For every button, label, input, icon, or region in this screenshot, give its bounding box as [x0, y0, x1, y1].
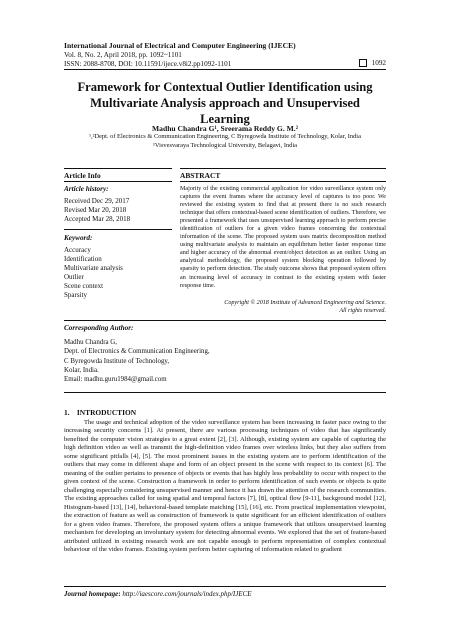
- copyright-line: All rights reserved.: [339, 308, 386, 314]
- corresponding-line: C Byregowda Institute of Technology,: [64, 357, 170, 365]
- history-item: Received Dec 29, 2017: [64, 197, 130, 205]
- corresponding-heading: Corresponding Author:: [64, 324, 134, 332]
- introduction-text: [64, 419, 386, 555]
- page-number-group: [359, 59, 386, 67]
- footer: Journal homepage: http://iaescore.com/journals/index.php/IJECE: [64, 590, 252, 598]
- keyword-item: Multivariate analysis: [64, 264, 123, 272]
- history-divider: [64, 229, 172, 230]
- keyword-item: Outlier: [64, 273, 84, 281]
- corresponding-email: Email: madhu.guru1984@gmail.com: [64, 376, 167, 384]
- paper-title: [64, 79, 386, 127]
- history-heading: Article history:: [64, 185, 109, 193]
- info-top-rule: [64, 168, 172, 169]
- footer-label: Journal homepage: [64, 590, 119, 598]
- header-divider: [64, 69, 386, 70]
- section-heading: 1. INTRODUCTION: [64, 408, 137, 417]
- keyword-list: [64, 246, 123, 300]
- keyword-heading: Keyword:: [64, 234, 93, 242]
- title-line: Multivariate Analysis approach and Unsupervised Learning: [90, 96, 360, 126]
- square-icon: [359, 59, 367, 67]
- history-list: [64, 197, 130, 224]
- abstract-heading-rule: [180, 181, 386, 182]
- affiliation: ¹,²Dept. of Electronics & Communication Engineering, C Byregowda Institute of Technology, Kolar, India: [89, 133, 361, 140]
- journal-homepage-link[interactable]: http://iaescore.com/journals/index.php/IJECE: [122, 590, 252, 598]
- page-number: 1092: [371, 59, 386, 67]
- abstract-heading: ABSTRACT: [180, 171, 221, 180]
- copyright: [180, 299, 386, 315]
- journal-issn: ISSN: 2088-8708, DOI: 10.11591/ijece.v8i2.pp1092-1101: [64, 60, 232, 68]
- title-line: Framework for Contextual Outlier Identification using: [77, 80, 373, 94]
- corresponding-line: Madhu Chandra G,: [64, 339, 118, 346]
- corresponding-details: [64, 338, 210, 384]
- affiliation: ¹Visvesvaraya Technological University, Belagavi, India: [153, 142, 297, 149]
- keyword-item: Identification: [64, 255, 102, 263]
- authors: Madhu Chandra G¹, Sreerama Reddy G. M.²: [152, 124, 298, 133]
- history-item: Accepted Mar 28, 2018: [64, 215, 131, 223]
- info-heading-rule: [64, 181, 172, 182]
- keyword-item: Scene context: [64, 282, 104, 290]
- journal-name: International Journal of Electrical and Computer Engineering (IJECE): [64, 41, 296, 50]
- history-item: Revised Mar 20, 2018: [64, 206, 127, 214]
- abstract-text: Majority of the existing commercial application for video surveillance system only captures the event frames where the accuracy level of captures is too poor. We reviewed the existing system to find that at present there is no such research technique that offers contextual-based scene identification of outliers. Therefore, we presented a framework that uses unsupervised learning approach to perform precise identification of outliers for a given video frames concerning the contextual information of the scene. The proposed system uses matrix decomposition method using multivariate analysis to maintain an equilibrium better faster response time and higher accuracy of the abnormal event/object detection as an outlier. Using an analytical methodology, the proposed system blocking operation followed by sparsity to perform detection. The study outcome shows that proposed system offers an increasing level of accuracy in contrast to the existing system with faster response time.: [180, 186, 386, 289]
- corresponding-top-rule: [64, 320, 386, 321]
- copyright-line: Copyright © 2018 Institute of Advanced Engineering and Science.: [224, 300, 386, 306]
- keyword-item: Sparsity: [64, 291, 87, 299]
- footer-rule: [64, 586, 386, 587]
- introduction-paragraph: The usage and technical adoption of the video surveillance system has been increasing in faster pace owing to the increasing security concerns [1]. At present, there are various processing techniques of video that has significantly benefited the computer vision strategies to a great extent [2], [3]. Although, existing system are capable of capturing the high definition video as well as transmit the high-definition video frames over wireless links, but they also suffers from some significant pitfalls [4], [5]. The most prominent issues in the existing system are to perform identification of the outliers that may come in different shape and form of an object present in the scene with respect to its context [6]. The meaning of the outlier pertains to presence of objects or events that has highly less probability to occur with respect to the given context of the scene. Construction a framework in order to perform identification of such events or objects is quite challenging especially considering unsupervised manner and hence it has drawn the attention of the research communities. The existing approaches called for using spatial and temporal factors [7], [8], optical flow [9-11], background model [12], Histogram-based [13], [14], behavioral-based template matching [15], [16], etc. From practical implementation viewpoint, the extraction of feature as well as construction of framework is quite significant for an efficient identification of outliers for a given video frames. Therefore, the proposed system offers a unique framework that utilizes unsupervised learning mechanism for developing an involuntary system for detecting abnormal events. We explored that the set of feature-based attributed utilized in existing research work are not capable enough to perform representation of complex contextual behaviour of the video frames. Existing system perform better capturing of information related to gradient: [64, 419, 386, 554]
- journal-volume: Vol. 8, No. 2, April 2018, pp. 1092~1101: [64, 51, 182, 59]
- corresponding-line: Dept. of Electronics & Communication Engineering,: [64, 348, 210, 356]
- corresponding-bottom-rule: [64, 392, 386, 393]
- abstract-top-rule: [180, 168, 386, 169]
- corresponding-line: Kolar, India.: [64, 366, 99, 374]
- keyword-item: Accuracy: [64, 246, 91, 254]
- article-info-heading: Article Info: [64, 171, 101, 180]
